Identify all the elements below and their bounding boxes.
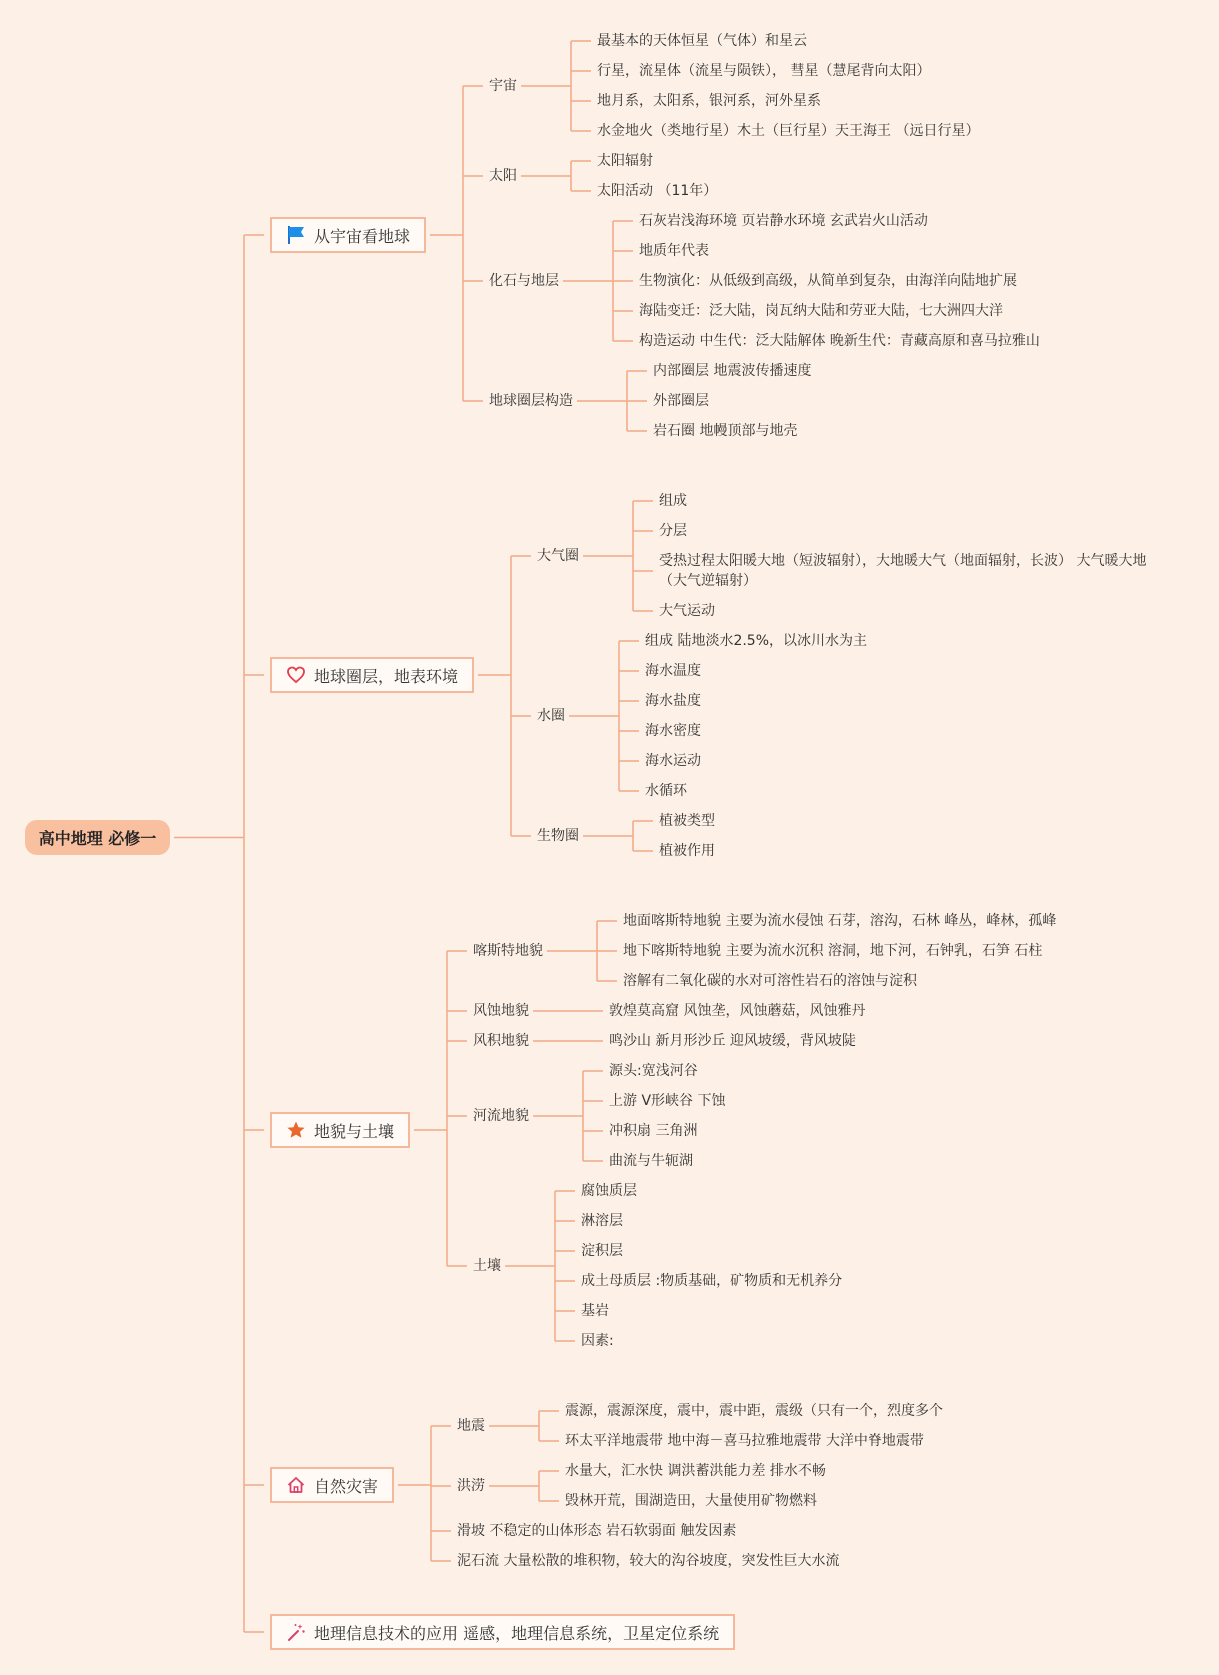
leaf-item[interactable]: 行星，流星体（流星与陨铁）， 彗星（慧尾背向太阳） <box>597 63 931 79</box>
category-natural-disasters[interactable] <box>270 1467 394 1503</box>
topic-sun[interactable]: 太阳 <box>489 168 517 184</box>
category-label: 从宇宙看地球 <box>314 226 411 246</box>
flag-icon <box>286 225 306 245</box>
topic-hydrosphere[interactable]: 水圈 <box>537 708 565 724</box>
leaf-item[interactable]: 石灰岩浅海环境 页岩静水环境 玄武岩火山活动 <box>639 213 928 229</box>
leaf-item[interactable]: 曲流与牛轭湖 <box>609 1153 693 1169</box>
magic-wand-icon <box>286 1622 306 1642</box>
topic-karst[interactable]: 喀斯特地貌 <box>473 943 543 959</box>
topic-biosphere[interactable]: 生物圈 <box>537 828 579 844</box>
leaf-item[interactable]: 分层 <box>659 523 687 539</box>
root-node[interactable] <box>25 820 170 855</box>
leaf-item[interactable]: 地下喀斯特地貌 主要为流水沉积 溶洞，地下河，石钟乳，石笋 石柱 <box>623 943 1043 959</box>
topic-landslide[interactable]: 滑坡 不稳定的山体形态 岩石软弱面 触发因素 <box>457 1523 737 1539</box>
leaf-item[interactable]: 海陆变迁：泛大陆，岗瓦纳大陆和劳亚大陆，七大洲四大洋 <box>639 303 1003 319</box>
topic-wind-deposit[interactable]: 风积地貌 <box>473 1033 529 1049</box>
leaf-item[interactable]: 受热过程太阳暖大地（短波辐射），大地暖大气（地面辐射，长波） 大气暖大地（大气逆辐射） <box>659 553 1147 589</box>
topic-fossils[interactable]: 化石与地层 <box>489 273 559 289</box>
leaf-item[interactable]: 构造运动 中生代：泛大陆解体 晚新生代：青藏高原和喜马拉雅山 <box>639 333 1040 349</box>
leaf-item[interactable]: 上游 V形峡谷 下蚀 <box>609 1093 726 1109</box>
star-icon <box>286 1120 306 1140</box>
leaf-item[interactable]: 植被类型 <box>659 813 715 829</box>
leaf-item[interactable]: 敦煌莫高窟 风蚀垄，风蚀蘑菇，风蚀雅丹 <box>609 1003 866 1019</box>
topic-wind-erosion[interactable]: 风蚀地貌 <box>473 1003 529 1019</box>
topic-soil[interactable]: 土壤 <box>473 1258 501 1274</box>
category-geo-info-tech[interactable] <box>270 1614 735 1650</box>
topic-river[interactable]: 河流地貌 <box>473 1108 529 1124</box>
topic-earth-layers[interactable]: 地球圈层构造 <box>489 393 573 409</box>
leaf-item[interactable]: 地月系，太阳系，银河系，河外星系 <box>597 93 821 109</box>
leaf-item[interactable]: 震源，震源深度，震中，震中距，震级（只有一个，烈度多个 <box>565 1403 943 1419</box>
root-label: 高中地理 必修一 <box>38 829 157 848</box>
leaf-item[interactable]: 海水盐度 <box>645 693 701 709</box>
leaf-item[interactable]: 溶解有二氧化碳的水对可溶性岩石的溶蚀与淀积 <box>623 973 917 989</box>
category-label: 地球圈层，地表环境 <box>314 666 459 686</box>
leaf-item[interactable]: 组成 <box>659 493 687 509</box>
leaf-item[interactable]: 植被作用 <box>659 843 715 859</box>
topic-atmosphere[interactable]: 大气圈 <box>537 548 579 564</box>
leaf-item[interactable]: 组成 陆地淡水2.5%，以冰川水为主 <box>645 633 868 649</box>
leaf-item[interactable]: 环太平洋地震带 地中海－喜马拉雅地震带 大洋中脊地震带 <box>565 1433 924 1449</box>
leaf-item[interactable]: 淋溶层 <box>581 1213 623 1229</box>
leaf-item[interactable]: 水金地火（类地行星）木土（巨行星）天王海王 （远日行星） <box>597 123 980 139</box>
leaf-item[interactable]: 内部圈层 地震波传播速度 <box>653 363 812 379</box>
leaf-item[interactable]: 基岩 <box>581 1303 609 1319</box>
leaf-item[interactable]: 生物演化：从低级到高级，从简单到复杂，由海洋向陆地扩展 <box>639 273 1017 289</box>
leaf-item[interactable]: 大气运动 <box>659 603 715 619</box>
leaf-item[interactable]: 海水运动 <box>645 753 701 769</box>
leaf-item[interactable]: 因素: <box>581 1333 614 1349</box>
topic-debris-flow[interactable]: 泥石流 大量松散的堆积物，较大的沟谷坡度，突发性巨大水流 <box>457 1553 840 1569</box>
heart-icon <box>286 665 306 685</box>
topic-universe[interactable]: 宇宙 <box>489 78 517 94</box>
leaf-item[interactable]: 冲积扇 三角洲 <box>609 1123 698 1139</box>
category-label: 地理信息技术的应用 遥感，地理信息系统，卫星定位系统 <box>314 1623 720 1643</box>
category-spheres[interactable] <box>270 657 474 693</box>
category-landforms[interactable] <box>270 1112 410 1148</box>
leaf-item[interactable]: 毁林开荒，围湖造田，大量使用矿物燃料 <box>565 1493 817 1509</box>
leaf-item[interactable]: 岩石圈 地幔顶部与地壳 <box>653 423 798 439</box>
category-label: 自然灾害 <box>314 1476 379 1496</box>
house-icon <box>286 1475 306 1495</box>
leaf-item[interactable]: 太阳辐射 <box>597 153 653 169</box>
topic-flood[interactable]: 洪涝 <box>457 1478 485 1494</box>
leaf-item[interactable]: 地面喀斯特地貌 主要为流水侵蚀 石芽，溶沟，石林 峰丛，峰林，孤峰 <box>623 913 1057 929</box>
leaf-item[interactable]: 太阳活动 （11年） <box>597 183 718 199</box>
leaf-item[interactable]: 地质年代表 <box>639 243 709 259</box>
leaf-item[interactable]: 最基本的天体恒星（气体）和星云 <box>597 33 807 49</box>
leaf-item[interactable]: 鸣沙山 新月形沙丘 迎风坡缓，背风坡陡 <box>609 1033 856 1049</box>
category-universe[interactable] <box>270 217 426 253</box>
leaf-item[interactable]: 水量大，汇水快 调洪蓄洪能力差 排水不畅 <box>565 1463 826 1479</box>
category-label: 地貌与土壤 <box>314 1121 395 1141</box>
leaf-item[interactable]: 海水密度 <box>645 723 701 739</box>
leaf-item[interactable]: 成土母质层 :物质基础，矿物质和无机养分 <box>581 1273 843 1289</box>
leaf-item[interactable]: 淀积层 <box>581 1243 623 1259</box>
leaf-item[interactable]: 海水温度 <box>645 663 701 679</box>
leaf-item[interactable]: 腐蚀质层 <box>581 1183 637 1199</box>
leaf-item[interactable]: 水循环 <box>645 783 687 799</box>
leaf-item[interactable]: 外部圈层 <box>653 393 709 409</box>
topic-earthquake[interactable]: 地震 <box>457 1418 485 1434</box>
leaf-item[interactable]: 源头:宽浅河谷 <box>609 1063 698 1079</box>
